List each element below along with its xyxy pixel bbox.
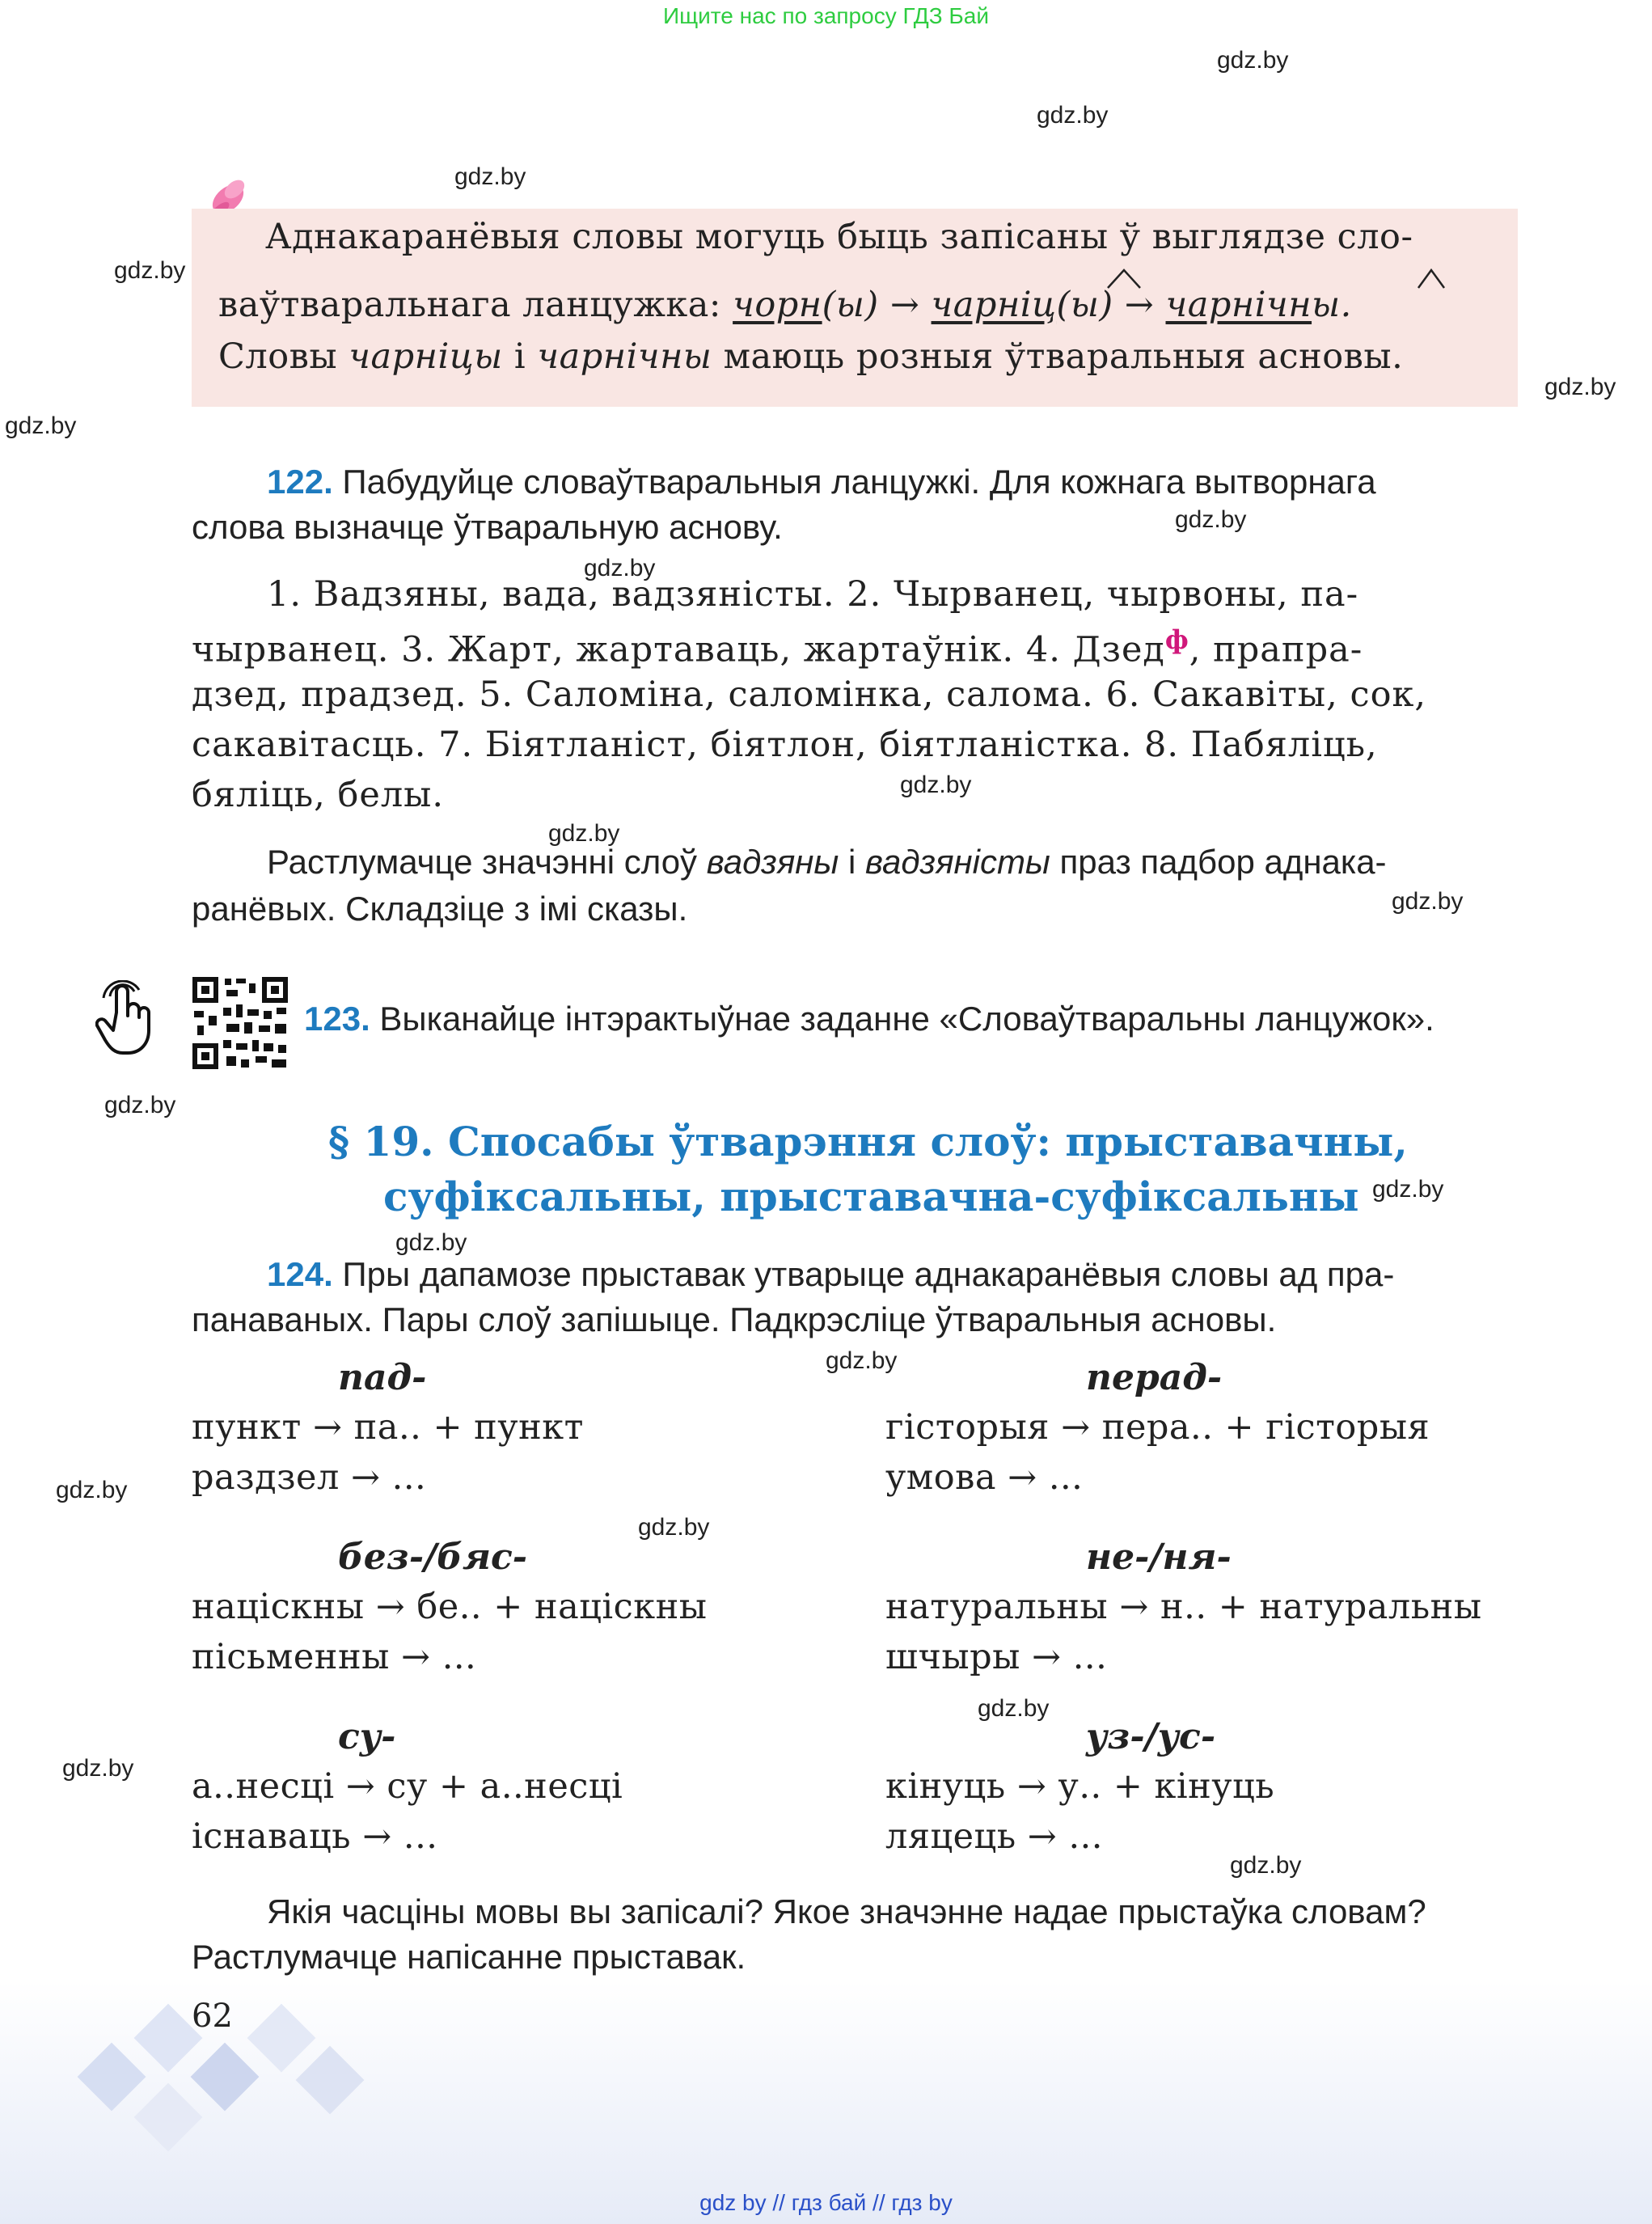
task-124-line-2: панаваных. Пары слоў запішыце. Падкрэсліце ўтваральныя асновы.	[192, 1300, 1277, 1338]
task-124-question-2: Растлумачце напісанне прыставак.	[192, 1938, 746, 1976]
task-122-question-1: Растлумачце значэнні слоў вадзяны і вадзяністы праз падбор аднака-	[267, 843, 1387, 881]
task-number: 123.	[304, 1000, 370, 1038]
suffix-mark-icon	[1106, 267, 1142, 293]
word-pair-line: нацiскны → бе.. + націскны	[192, 1587, 708, 1627]
arrow: →	[1124, 285, 1155, 325]
decor-diamond	[247, 2004, 316, 2073]
rule-line-2	[218, 285, 1352, 325]
watermark: gdz.by	[454, 163, 526, 190]
word-pair-line: гісторыя → пера.. + гісторыя	[885, 1407, 1430, 1448]
exercise-line: дзед, прадзед. 5. Саломіна, саломінка, салома. 6. Сакавіты, сок,	[192, 674, 1427, 715]
watermark: gdz.by	[900, 772, 972, 798]
task-122-line-1: 122. Пабудуйце словаўтваральныя ланцужкі. Для кожнага вытворнага	[267, 463, 1376, 501]
chain-word-2: чарніц(ы)	[931, 285, 1113, 325]
decor-diamond	[78, 2043, 146, 2112]
watermark: gdz.by	[826, 1347, 898, 1374]
watermark: gdz.by	[1175, 506, 1247, 533]
touch-hand-icon	[95, 980, 160, 1058]
prefix-label: уз-/ус-	[1086, 1716, 1216, 1757]
top-note: Ищите нас по запросу ГДЗ Бай	[662, 3, 990, 28]
watermark: gdz.by	[395, 1229, 467, 1256]
word-pair-line: умова → ...	[885, 1457, 1084, 1498]
watermark: gdz.by	[5, 412, 77, 439]
suffix-mark-icon	[1417, 267, 1446, 293]
prefix-label: без-/бяс-	[338, 1537, 528, 1578]
word-pair-line: раздзел → ...	[192, 1457, 427, 1498]
watermark: gdz.by	[1230, 1852, 1302, 1879]
watermark: gdz.by	[584, 555, 656, 581]
task-number: 124.	[267, 1255, 333, 1293]
watermark: gdz.by	[1372, 1176, 1444, 1203]
decor-diamond	[191, 2043, 260, 2112]
task-123-line: 123. Выканайце інтэрактыўнае заданне «Словаўтваральны ланцужок».	[304, 1000, 1434, 1038]
exercise-line: сакавітасць. 7. Біятланіст, біятлон, біятланістка. 8. Пабяліць,	[192, 725, 1378, 765]
bottom-bar: gdz by // гдз бай // гдз by	[699, 2190, 953, 2215]
watermark: gdz.by	[1392, 888, 1464, 915]
watermark: gdz.by	[62, 1755, 134, 1782]
word-pair-line: шчыры → ...	[885, 1637, 1108, 1677]
exercise-line: чырванец. 3. Жарт, жартаваць, жартаўнік. 4. Дзед$^ф$, прапра-	[192, 624, 1363, 670]
chain-word-1: чорн(ы)	[733, 285, 879, 325]
task-124-question-1: Якія часціны мовы вы запісалі? Якое значэнне надае прыстаўка словам?	[267, 1892, 1426, 1930]
watermark: gdz.by	[548, 820, 620, 847]
watermark: gdz.by	[638, 1514, 710, 1541]
footer-band	[0, 1981, 1652, 2224]
word-pair-line: існаваць → ...	[192, 1816, 438, 1857]
word-pair-line: ляцець → ...	[885, 1816, 1103, 1857]
rule-text: ваўтваральнага ланцужка:	[218, 285, 733, 325]
page-number: 62	[192, 1998, 233, 2035]
watermark: gdz.by	[1544, 374, 1616, 400]
watermark: gdz.by	[978, 1695, 1050, 1722]
word-pair-line: а..несці → су + а..несці	[192, 1766, 623, 1807]
word-pair-line: пісьменны → ...	[192, 1637, 477, 1677]
word-pair-line: пункт → па.. + пункт	[192, 1407, 584, 1448]
rule-line-3: Словы чарніцы і чарнічны маюць розныя ўтваральныя асновы.	[218, 336, 1404, 377]
phonetic-mark: ф	[1164, 624, 1189, 655]
task-number: 122.	[267, 463, 333, 501]
prefix-label: пад-	[338, 1357, 427, 1398]
prefix-label: не-/ня-	[1086, 1537, 1232, 1578]
prefix-label: перад-	[1086, 1357, 1223, 1398]
word-pair-line: кінуць → у.. + кінуць	[885, 1766, 1275, 1807]
prefix-label: су-	[338, 1716, 396, 1757]
watermark: gdz.by	[1217, 47, 1289, 74]
section-title-line-1: § 19. Спосабы ўтварэння слоў: прыставачны,	[328, 1118, 1408, 1165]
watermark: gdz.by	[56, 1477, 128, 1503]
exercise-line: бяліць, белы.	[192, 775, 445, 815]
task-122-question-2: ранёвых. Складзіце з імі сказы.	[192, 890, 688, 928]
chain-word-3: чарнічны.	[1165, 285, 1352, 325]
exercise-line: 1. Вадзяны, вада, вадзяністы. 2. Чырванец, чырвоны, па-	[267, 574, 1359, 615]
rule-line-1: Аднакаранёвыя словы могуць быць запісаны ў выглядзе сло-	[265, 217, 1413, 257]
task-122-line-2: слова вызначце ўтваральную аснову.	[192, 508, 783, 546]
decor-diamond	[296, 2046, 365, 2115]
decor-diamond	[134, 2083, 203, 2152]
watermark: gdz.by	[114, 257, 186, 284]
task-124-line-1: 124. Пры дапамозе прыставак утварыце аднакаранёвыя словы ад пра-	[267, 1255, 1395, 1293]
arrow: →	[889, 285, 920, 325]
watermark: gdz.by	[104, 1092, 176, 1118]
section-title-line-2: суфіксальны, прыставачна-суфіксальны	[383, 1173, 1359, 1220]
watermark: gdz.by	[1037, 102, 1109, 129]
word-pair-line: натуральны → н.. + натуральны	[885, 1587, 1482, 1627]
qr-code-icon[interactable]	[191, 975, 289, 1071]
